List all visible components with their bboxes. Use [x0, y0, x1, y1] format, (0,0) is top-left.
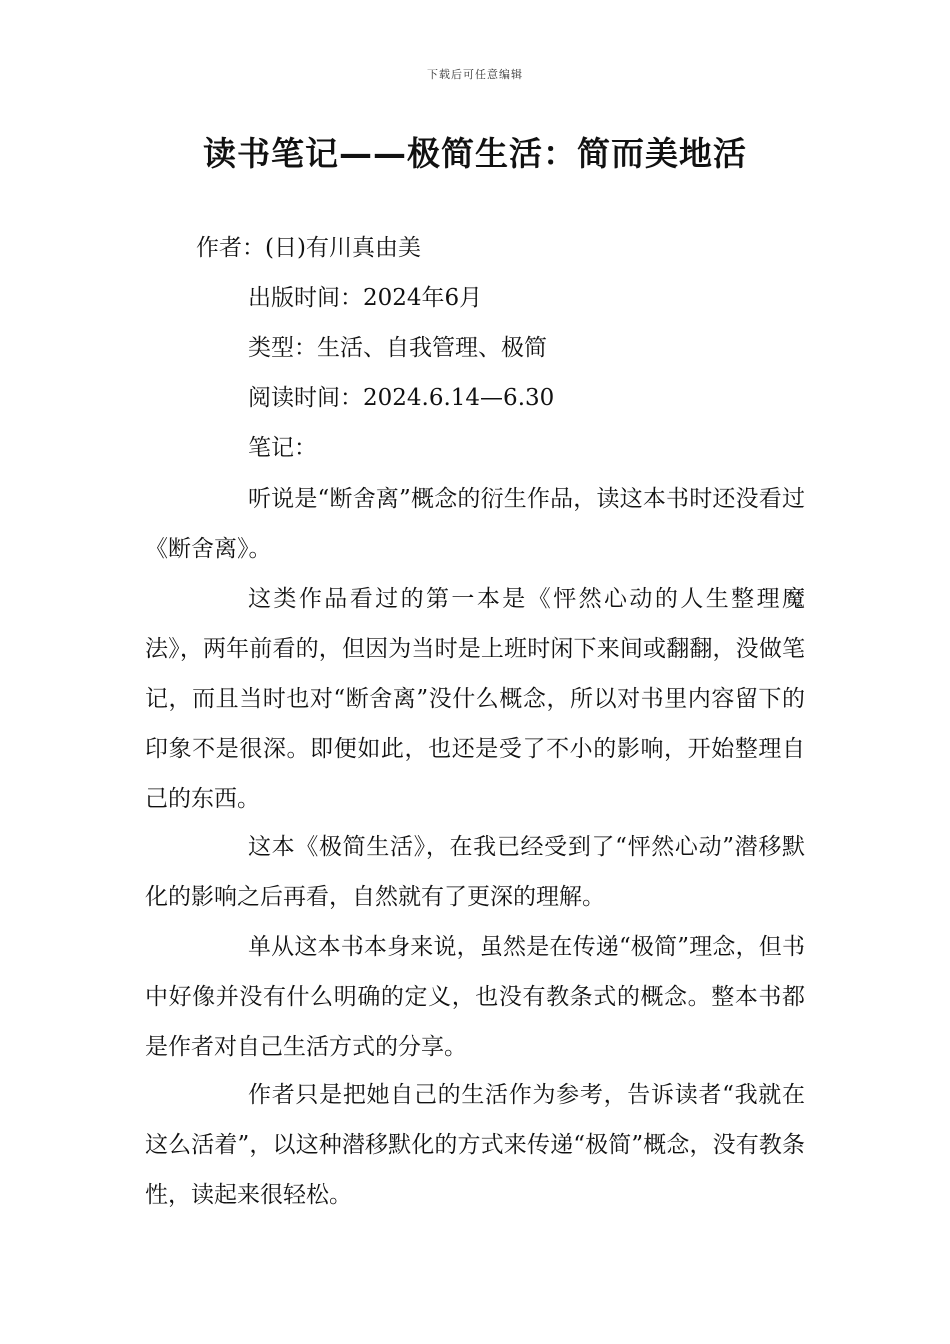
page-title: 读书笔记——极简生活：简而美地活: [203, 134, 747, 173]
paragraph: 听说是“断舍离”概念的衍生作品，读这本书时还没看过《断舍离》。: [145, 486, 805, 562]
paragraph: 这本《极简生活》，在我已经受到了“怦然心动”潜移默化的影响之后再看，自然就有了更深的理解。: [145, 834, 805, 910]
meta-reading-time: 阅读时间：2024.6.14—6.30: [248, 385, 555, 411]
meta-notes-label: 笔记：: [248, 435, 317, 461]
header-note: 下载后可任意编辑: [427, 68, 523, 81]
meta-genre: 类型：生活、自我管理、极简: [248, 335, 547, 361]
meta-published: 出版时间：2024年6月: [248, 285, 483, 311]
meta-author: 作者：(日)有川真由美: [196, 235, 421, 261]
paragraph: 这类作品看过的第一本是《怦然心动的人生整理魔法》，两年前看的，但因为当时是上班时闲下来间或翻翻，没做笔记，而且当时也对“断舍离”没什么概念，所以对书里内容留下的印象不是很深。即便如此，也还是受了不小的影响，开始整理自己的东西。: [145, 586, 805, 812]
paragraph: 作者只是把她自己的生活作为参考，告诉读者“我就在这么活着”，以这种潜移默化的方式来传递“极简”概念，没有教条性，读起来很轻松。: [145, 1082, 805, 1208]
paragraph: 单从这本书本身来说，虽然是在传递“极简”理念，但书中好像并没有什么明确的定义，也没有教条式的概念。整本书都是作者对自己生活方式的分享。: [145, 934, 805, 1060]
